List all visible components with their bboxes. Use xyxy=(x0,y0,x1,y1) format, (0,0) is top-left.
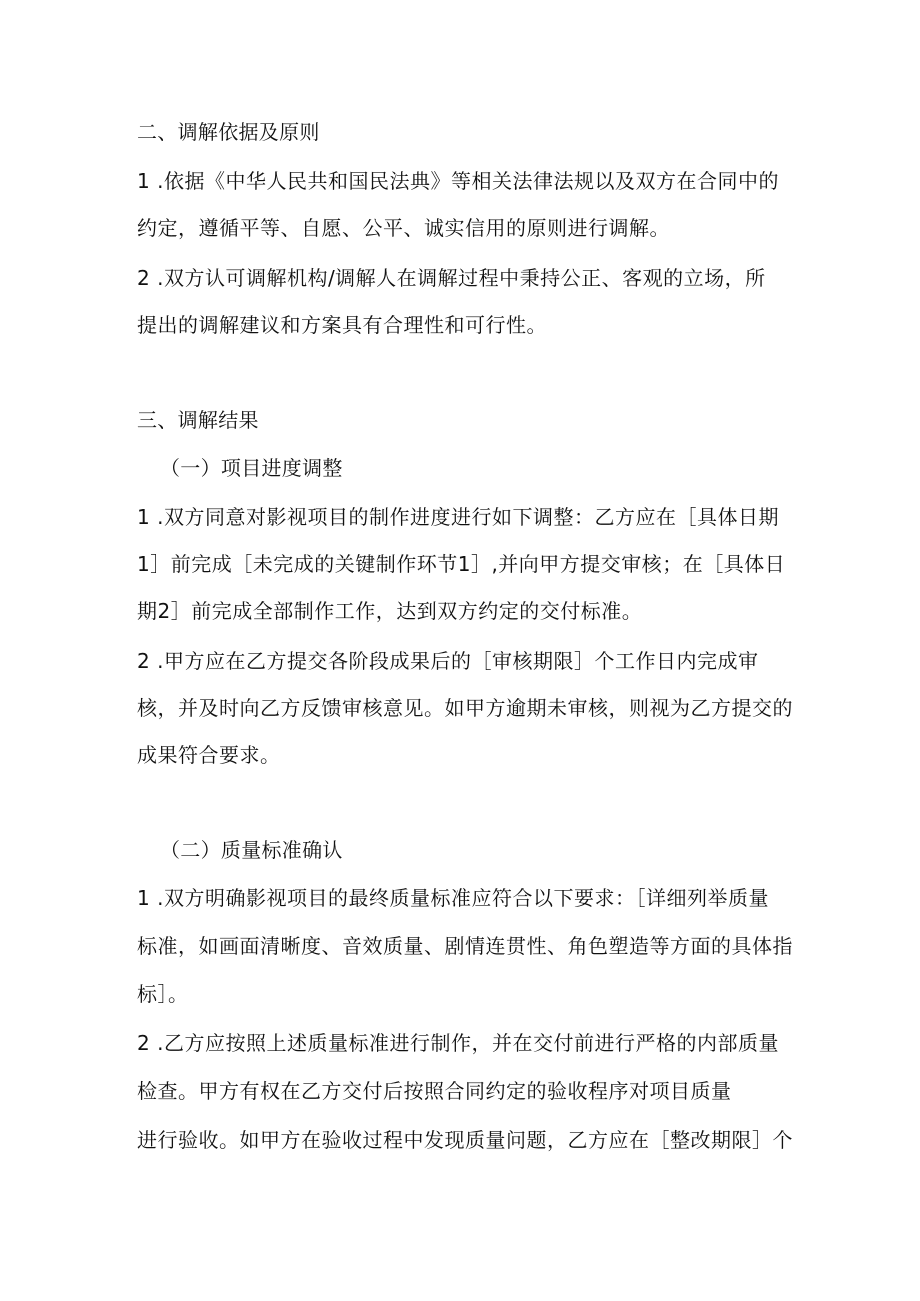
sub2-item1-line1: 1 .双方明确影视项目的最终质量标准应符合以下要求：［详细列举质量 xyxy=(137,886,769,910)
sub1-item2-line1: 2 .甲方应在乙方提交各阶段成果后的［审核期限］个工作日内完成审 xyxy=(137,649,759,673)
sub1-item2-line3: 成果符合要求。 xyxy=(137,743,281,767)
section3-heading: 三、调解结果 xyxy=(137,408,259,432)
section2-item1-line2: 约定，遵循平等、自愿、公平、诚实信用的原则进行调解。 xyxy=(137,216,670,240)
sub1-item1-line2: 1］前完成［未完成的关键制作环节1］,并向甲方提交审核；在［具体日 xyxy=(137,552,786,576)
section2-item1-line1: 1 .依据《中华人民共和国民法典》等相关法律法规以及双方在合同中的 xyxy=(137,169,779,193)
sub2-item2-line1: 2 .乙方应按照上述质量标准进行制作，并在交付前进行严格的内部质量 xyxy=(137,1031,779,1055)
sub2-heading: （二）质量标准确认 xyxy=(160,838,343,862)
sub1-item2-line2: 核，并及时向乙方反馈审核意见。如甲方逾期未审核，则视为乙方提交的 xyxy=(137,696,793,720)
section2-item2-line1: 2 .双方认可调解机构/调解人在调解过程中秉持公正、客观的立场，所 xyxy=(137,266,766,290)
sub2-item1-line2: 标准，如画面清晰度、音效质量、剧情连贯性、角色塑造等方面的具体指 xyxy=(137,934,793,958)
sub2-item2-line2: 检查。甲方有权在乙方交付后按照合同约定的验收程序对项目质量 xyxy=(137,1079,732,1103)
sub2-item2-line3: 进行验收。如甲方在验收过程中发现质量问题，乙方应在［整改期限］个 xyxy=(137,1128,793,1152)
sub1-item1-line1: 1 .双方同意对影视项目的制作进度进行如下调整：乙方应在［具体日期 xyxy=(137,505,779,529)
section2-heading: 二、调解依据及原则 xyxy=(137,120,320,144)
sub1-heading: （一）项目进度调整 xyxy=(160,456,343,480)
section2-item2-line2: 提出的调解建议和方案具有合理性和可行性。 xyxy=(137,313,547,337)
sub1-item1-line3: 期2］前完成全部制作工作，达到双方约定的交付标准。 xyxy=(137,599,643,623)
sub2-item1-line3: 标］。 xyxy=(137,982,189,1006)
